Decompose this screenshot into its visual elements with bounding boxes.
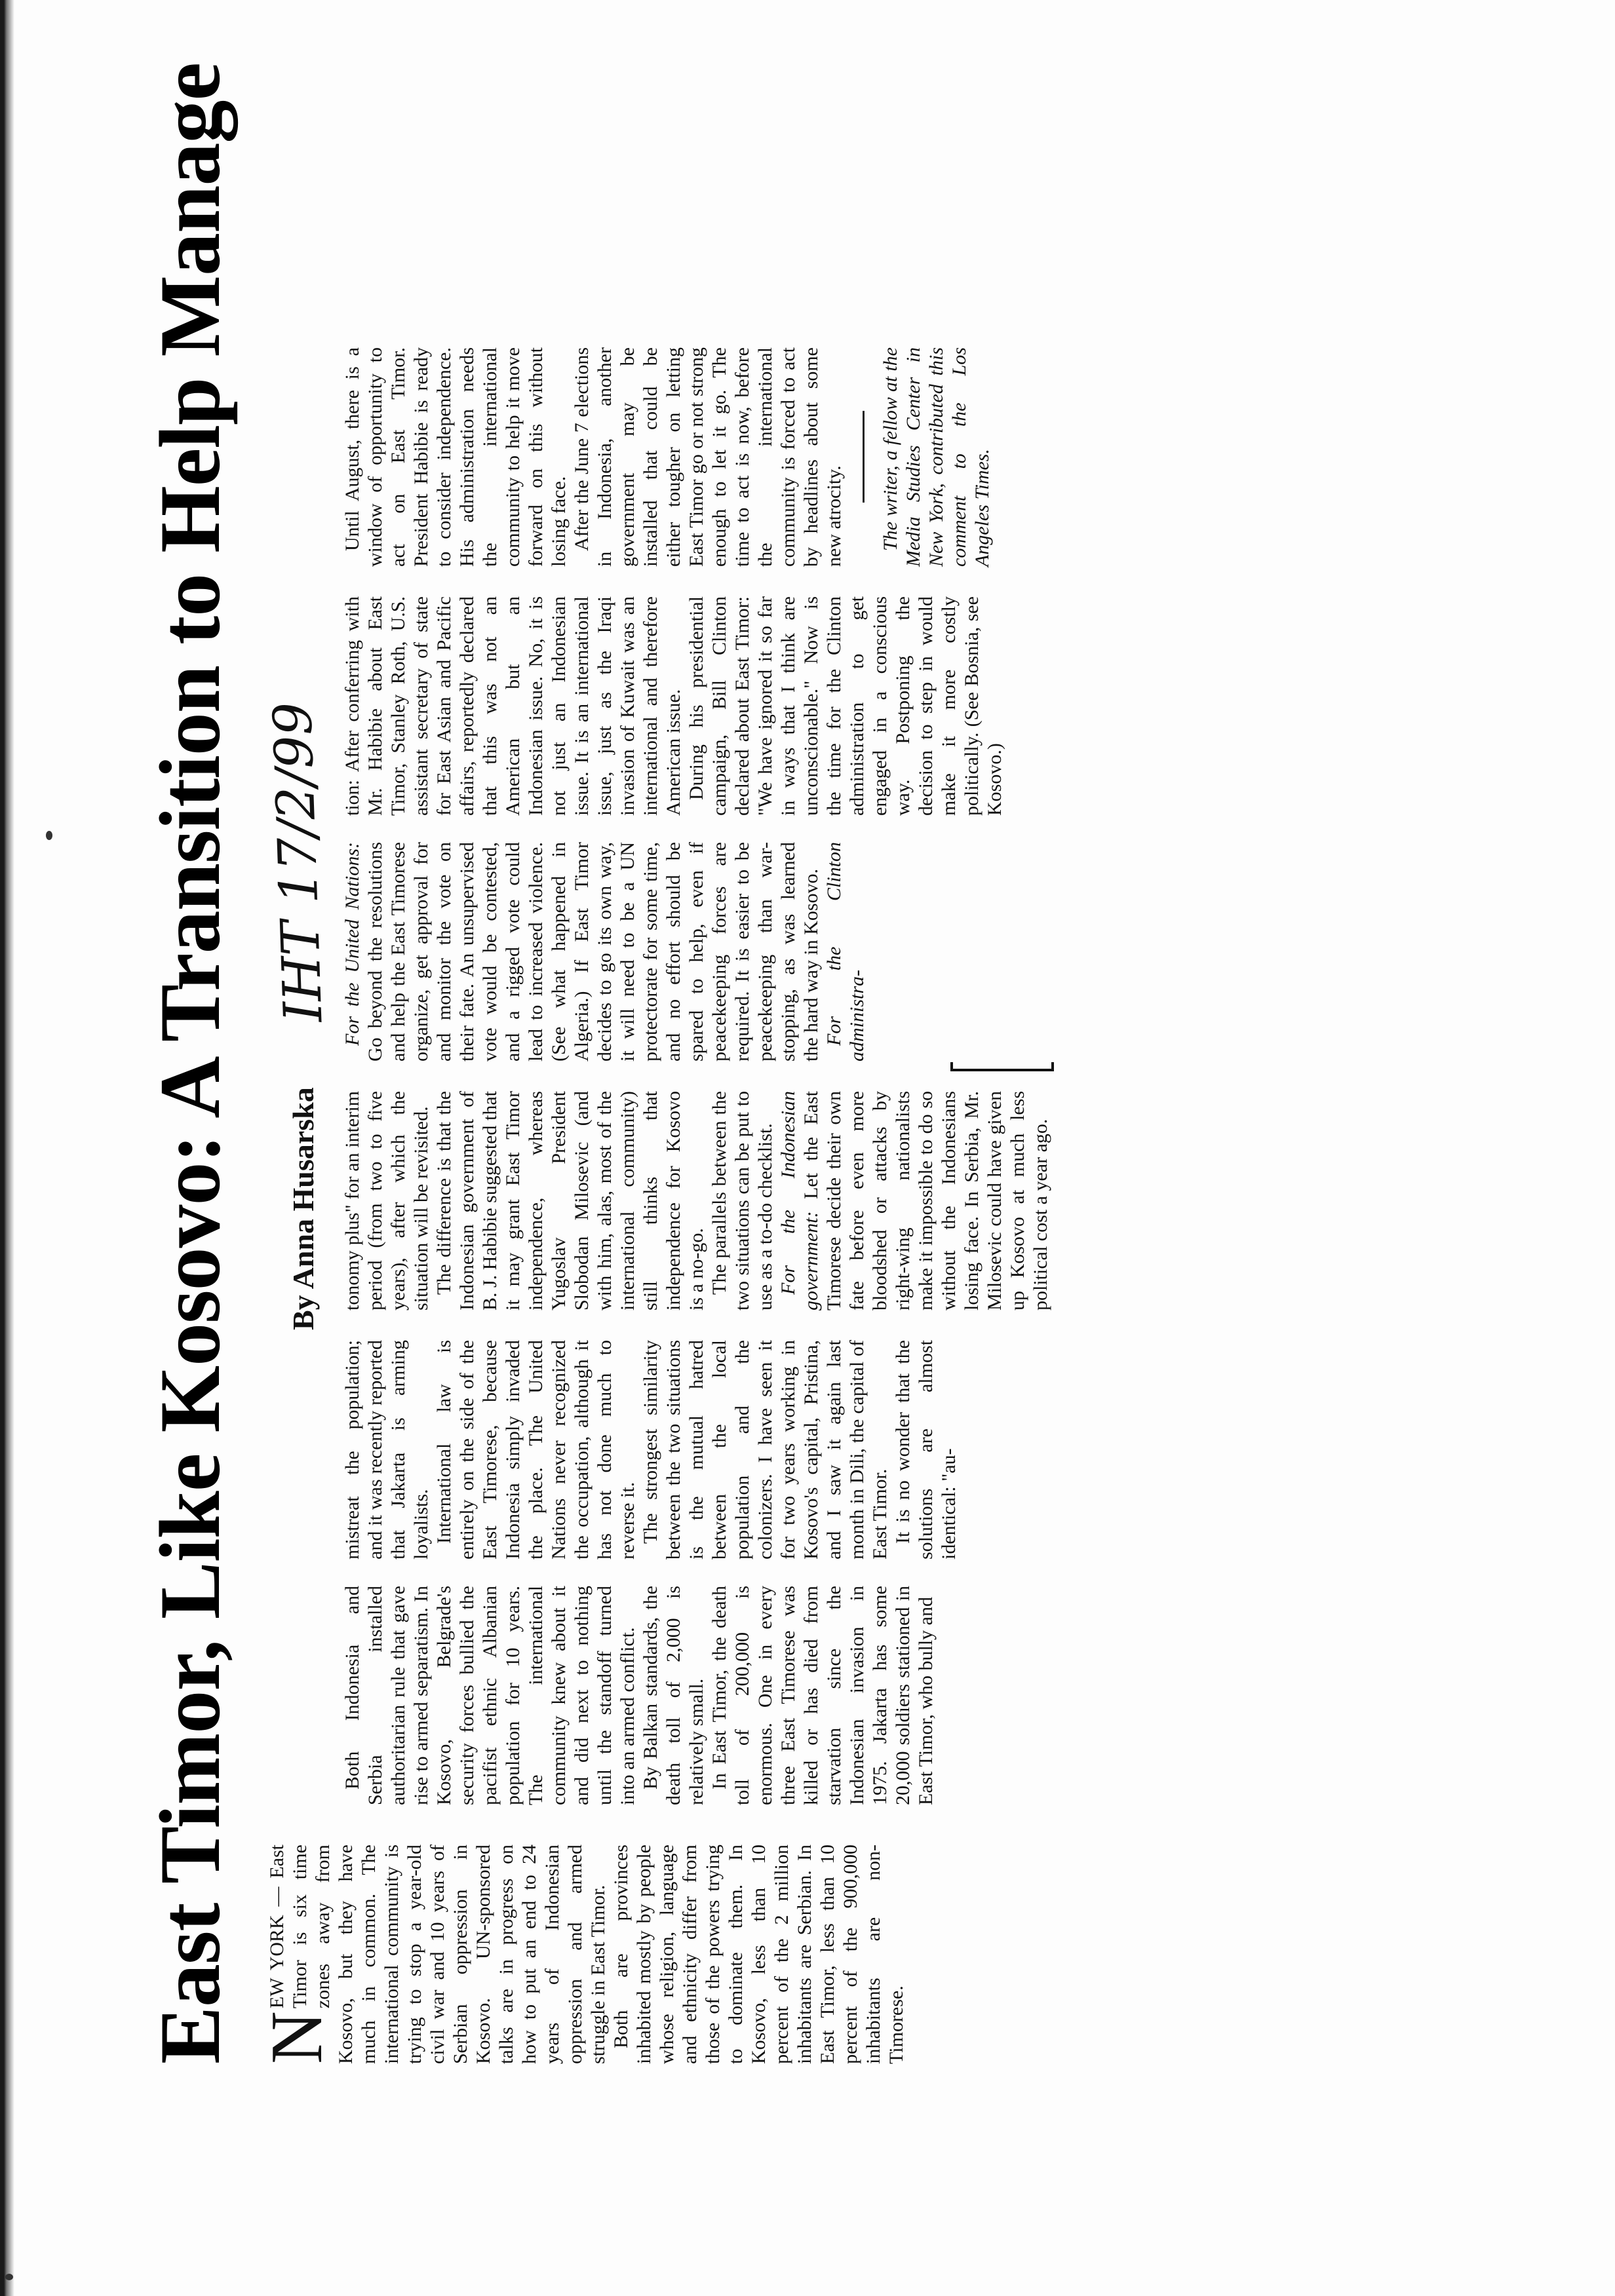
handwritten-date-annotation: IHT 17/2/99 [262,700,334,1024]
article-column-3 [341,1340,996,1559]
article-column-4 [341,1091,1051,1311]
italic-lead: For the Indonesian government: [777,1091,822,1311]
column-bracket-mark [950,1062,1054,1071]
headline: East Timor, Like Kosovo: A Transition to Help Manage [142,62,238,2064]
paragraph: Until August, there is a window of opportunity to act on East Timor. President Habibie is ready to consider independence. His administration needs the international community to help it move forward on this without losing face. [341,347,570,567]
article-column-5 [341,842,996,1062]
byline-row [262,347,338,1330]
paragraph: During his presidential campaign, Bill Clinton declared about East Timor: "We have ignored it so far in ways that I think are unconscionable." Now is the time for the Clinton administration to get engaged in a conscious way. Postponing the decision to step in would make it more costly politically. (See Bosnia, see Kosovo.) [686,596,1005,816]
paragraph: For the Indonesian government: Let the East Timorese decide their own fate before even more bloodshed or attacks by right-wing nationalists make it impossible to do so without the Indonesians losing face. In Serbia, Mr. Milosevic could have given up Kosovo at much less political cost a year ago. [777,1091,1051,1311]
paragraph: mistreat the population; and it was recently reported that Jakarta is arming loyalists. [341,1340,432,1559]
paragraph: N EW YORK — East Timor is six time zones away from Kosovo, but they have much in common. The international community is trying to stop a year-old civil war and 10 years of Serbian oppression in Kosovo. UN-sponsored talks are in progress on how to put an end to 24 years of Indonesian oppression and armed struggle in East Timor. [256,1845,609,2064]
separator-rule [863,411,865,503]
paragraph: tion: After conferring with Mr. Habibie about East Timor, Stanley Roth, U.S. assistant secretary of state for East Asian and Pacific affairs, reportedly declared that this was not an American but an Indonesian issue. No, it is not just an Indonesian issue. It is an international issue, just as the Iraqi invasion of Kuwait was an international and therefore American issue. [341,596,684,816]
paragraph: The parallels between the two situations can be put to use as a to-do checklist. [709,1091,776,1311]
paragraph: Both are provinces inhabited mostly by people whose religion, language and ethnicity differ from those of the powers trying to dominate them. In Kosovo, less than 10 percent of the 2 million inhabitants are Serbian. In East Timor, less than 10 percent of the 900,000 inhabitants are non-Timorese. [610,1845,907,2064]
paragraph: In East Timor, the death toll of 200,000 is enormous. One in every three East Timorese was killed or has died from starvation since the Indonesian invasion in 1975. Jakarta has some 20,000 soldiers stationed in East Timor, who bully and [709,1586,937,1805]
scan-speck [46,831,52,840]
article-column-7 [341,347,996,567]
paragraph: After the June 7 elections in Indonesia, another government may be installed that could be either tougher on letting East Timor go or not strong enough to let it go. The time to act is now, before the international community is forced to act by headlines about some new atrocity. [571,347,845,567]
paragraph: Both Indonesia and Serbia installed authoritarian rule that gave rise to armed separatism. In Kosovo, Belgrade's security forces bullied the pacifist ethnic Albanian population for 10 years. The international community knew about it and did next to nothing until the standoff turned into an armed conflict. [341,1586,638,1805]
italic-lead: For the United Nations: [341,842,363,1046]
scan-edge-shadow [0,0,14,2296]
credit-text: The writer, a fellow at the Media Studies Center in New York, contributed this comment to the Los Angeles Times. [880,347,993,567]
byline: By Anna Husarska [286,1087,320,1330]
drop-cap: N [256,2011,338,2064]
article-column-1 [256,1845,921,2064]
italic-lead: For the Clinton administra- [823,842,868,1062]
paragraph [823,842,868,1062]
paragraph: For the United Nations: Go beyond the resolutions and help the East Timorese organize, get approval for and monitor the vote on their fate. An unsupervised vote would be contested, and a rigged vote could lead to increased violence. (See what happened in Algeria.) If East Timor decides to go its own way, it will need to be a UN protectorate for some time, and no effort should be spared to help, even if peacekeeping forces are required. It is easier to be peacekeeping than war-stopping, as was learned the hard way in Kosovo. [341,842,822,1062]
author-credit [879,347,994,567]
newspaper-clipping [125,62,1475,2064]
dateline: EW YORK [266,1915,288,2009]
paragraph: It is no wonder that the solutions are almost identical: "au- [892,1340,960,1559]
paragraph: By Balkan standards, the death toll of 2,000 is relatively small. [640,1586,707,1805]
paragraph: The difference is that the Indonesian government of B. J. Habibie suggested that it may grant East Timor independence, whereas Yugoslav President Slobodan Milosevic (and with him, alas, most of the international community) still thinks that independence for Kosovo is a no-go. [433,1091,707,1311]
paragraph: International law is entirely on the side of the East Timorese, because Indonesia simply invaded the place. The United Nations never recognized the occupation, although it has not done much to reverse it. [433,1340,638,1559]
article-column-2 [341,1586,996,1805]
paragraph: tonomy plus" for an interim period (from two to five years), after which the situation will be revisited. [341,1091,432,1311]
paragraph: The strongest similarity between the two situations is the mutual hatred between the local population and the colonizers. I have seen it for two years working in Kosovo's capital, Pristina, and I saw it again last month in Dili, the capital of East Timor. [640,1340,891,1559]
article-column-6 [341,596,1005,816]
scan-speck [5,2274,13,2280]
